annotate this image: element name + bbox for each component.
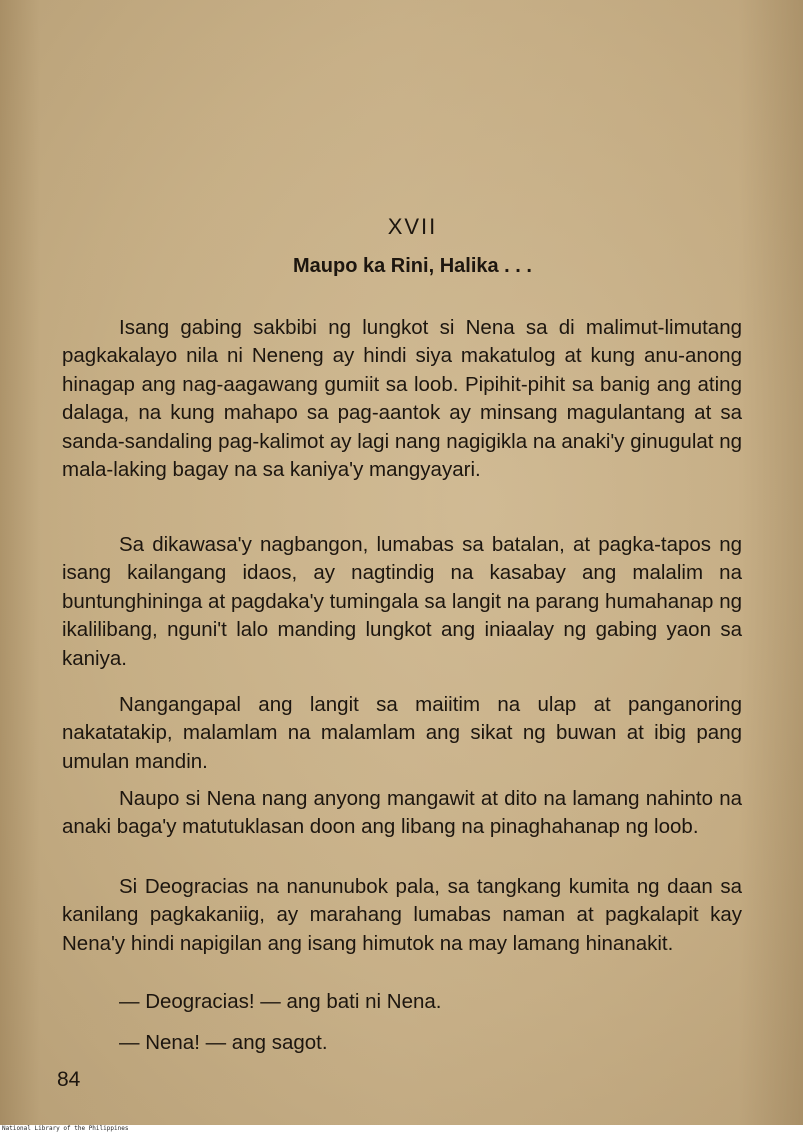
chapter-title: Maupo ka Rini, Halika . . . xyxy=(293,255,532,277)
dialogue-line: — Deogracias! — ang bati ni Nena. xyxy=(119,990,442,1013)
body-paragraph: Si Deogracias na nanunubok pala, sa tangkang kumita ng daan sa kanilang pagkakaniig, ay marahang lumabas naman at pagkalapit kay Nena'y hindi napigilan ang isang himutok na may lamang hinanakit. xyxy=(62,875,742,955)
chapter-number: XVII xyxy=(387,214,438,239)
body-paragraph: Naupo si Nena nang anyong mangawit at dito na lamang nahinto na anaki baga'y matutuklasan doon ang libang na pinaghahanap ng loob. xyxy=(62,787,742,839)
page-number: 84 xyxy=(57,1068,81,1091)
body-paragraph: Nangangapal ang langit sa maiitim na ulap at panganoring nakatatakip, malamlam na malamlam ang sikat ng buwan at ibig pang umulan mandin. xyxy=(62,693,742,773)
library-watermark: National Library of the Philippines xyxy=(2,1125,129,1132)
dialogue-line: — Nena! — ang sagot. xyxy=(119,1031,328,1054)
body-paragraph: Isang gabing sakbibi ng lungkot si Nena sa di malimut-limutang pagkakalayo nila ni Neneng ay hindi siya makatulog at kung anu-anong hinagap ang nag-aagawang gumiit sa loob. Pipihit-pihit sa banig ang ating dalaga, na kung mahapo sa pag-aantok ay minsang magulantang at sa sanda-sandaling pag-kalimot ay lagi nang nagigikla na anaki'y ginugulat ng mala-laking bagay na sa kaniya'y mangyayari. xyxy=(62,316,742,482)
body-paragraph: Sa dikawasa'y nagbangon, lumabas sa batalan, at pagka-tapos ng isang kailangang idaos, ay nagtindig na kasabay ang malalim na buntunghininga at pagdaka'y tumingala sa langit na parang humahanap ng ikalilibang, nguni't lalo manding lungkot ang iniaalay ng gabing yaon sa kaniya. xyxy=(62,533,742,670)
